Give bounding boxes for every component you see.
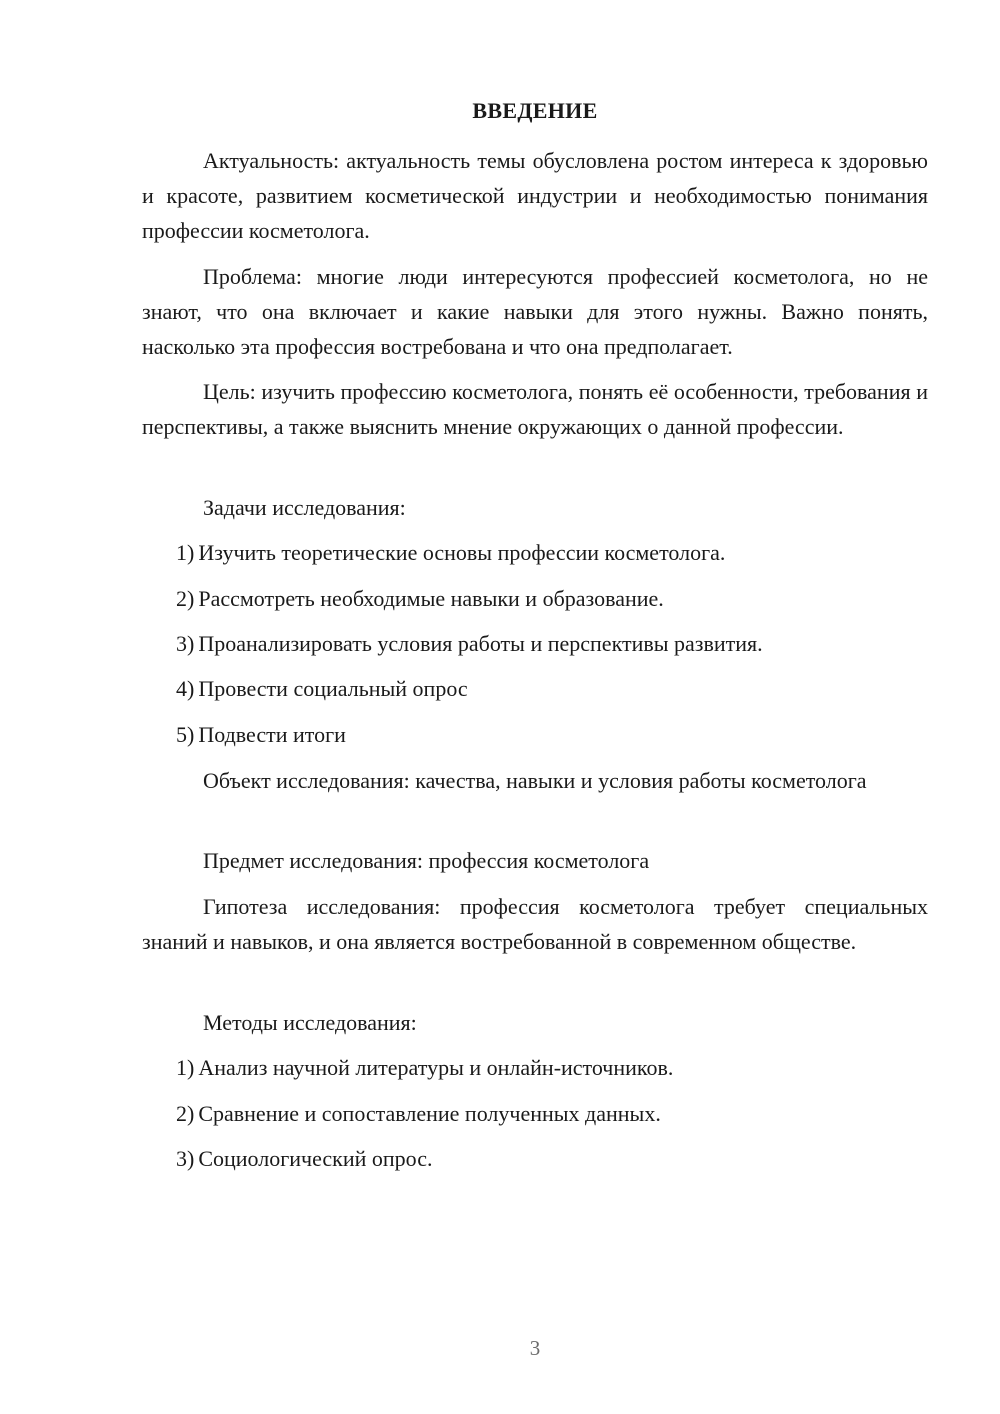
task-number: 3) — [176, 631, 195, 656]
task-item — [176, 581, 928, 616]
tasks-title: Задачи исследования: — [203, 495, 406, 520]
task-item — [176, 717, 928, 752]
task-text: Подвести итоги — [198, 722, 346, 747]
subject-paragraph: Предмет исследования: профессия косметолога — [203, 848, 650, 873]
method-number: 1) — [176, 1055, 195, 1080]
method-number: 2) — [176, 1101, 195, 1126]
hypothesis-paragraph: Гипотеза исследования: профессия косметолога требует специальных знаний и навыков, и она является востребованной в современном обществе. — [142, 894, 928, 954]
task-item — [176, 626, 928, 661]
relevance-paragraph: Актуальность: актуальность темы обусловлена ростом интереса к здоровью и красоте, развитием косметической индустрии и необходимостью понимания профессии косметолога. — [142, 148, 928, 243]
object-paragraph: Объект исследования: качества, навыки и условия работы косметолога — [203, 768, 867, 793]
task-text: Провести социальный опрос — [198, 676, 468, 701]
method-number: 3) — [176, 1146, 195, 1171]
method-item — [176, 1096, 928, 1131]
task-text: Проанализировать условия работы и перспективы развития. — [198, 631, 763, 656]
goal-paragraph: Цель: изучить профессию косметолога, понять её особенности, требования и перспективы, а также выяснить мнение окружающих о данной профессии. — [142, 379, 928, 439]
task-text: Изучить теоретические основы профессии косметолога. — [198, 540, 726, 565]
task-number: 4) — [176, 676, 195, 701]
task-number: 5) — [176, 722, 195, 747]
task-item — [176, 535, 928, 570]
page-number: 3 — [529, 1336, 541, 1360]
method-text: Социологический опрос. — [198, 1146, 433, 1171]
task-number: 1) — [176, 540, 195, 565]
method-text: Анализ научной литературы и онлайн-источников. — [198, 1055, 674, 1080]
method-item — [176, 1141, 928, 1176]
problem-paragraph: Проблема: многие люди интересуются профессией косметолога, но не знают, что она включает и какие навыки для этого нужны. Важно понять, насколько эта профессия востребована и что она предполагает. — [142, 264, 928, 359]
method-text: Сравнение и сопоставление полученных данных. — [198, 1101, 661, 1126]
document-page — [142, 0, 928, 1414]
task-item — [176, 671, 928, 706]
method-item — [176, 1050, 928, 1085]
methods-title: Методы исследования: — [203, 1010, 417, 1035]
task-number: 2) — [176, 586, 195, 611]
task-text: Рассмотреть необходимые навыки и образование. — [198, 586, 664, 611]
page-title: ВВЕДЕНИЕ — [472, 98, 598, 123]
